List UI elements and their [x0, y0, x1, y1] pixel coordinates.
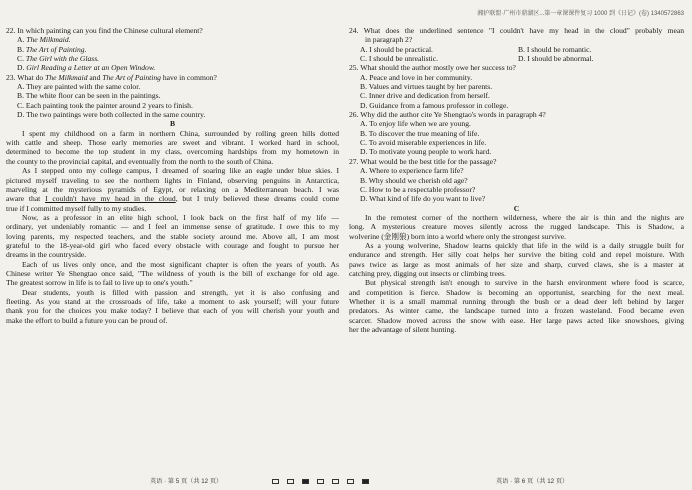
q22-stem: 22. In which painting can you find the Chinese cultural element?: [6, 26, 203, 35]
passage-line: As I stepped onto my college campus, I dreamed of soaring like an eagle under blue skies. I: [22, 166, 339, 176]
footer-page-5: 英语 · 第 5 页（共 12 页）: [150, 478, 223, 485]
page-indicator-box: [302, 479, 309, 484]
passage-line: pictured myself traveling to see the northern lights in Finland, observing penguins in Antarctica,: [6, 175, 339, 185]
passage-line: As a young wolverine, Shadow learns quickly that life in the wild is a daily struggle built for: [365, 240, 684, 250]
passage-line: Now, as a professor in an elite high school, I look back on the first half of my life —: [22, 212, 339, 222]
q27-option-c: C. How to be a respectable professor?: [360, 184, 476, 194]
q26-option-c: C. To avoid miserable experiences in life.: [360, 138, 487, 148]
page-indicator-box: [332, 479, 339, 484]
page-indicator-box: [317, 479, 324, 484]
passage-line: In the remotest corner of the northern wilderness, where the air is thin and the nights are: [365, 212, 684, 222]
q23-option-a: A. They are painted with the same color.: [17, 82, 141, 92]
passage-line: Each of us lives only once, and the most significant chapter is often the years of youth. As: [22, 259, 339, 269]
underlined-sentence: I couldn't have my head in the cloud: [45, 194, 176, 204]
passage-line: with cattle and sheep. Those early memories are sweet and vibrant. I worked hard in school,: [6, 138, 339, 148]
q23-option-b: B. The white floor can be seen in the paintings.: [17, 91, 161, 101]
passage-line: the county to the provincial capital, and eventually from the north to the south of China.: [6, 156, 274, 166]
passage-line: wolverine (金刚狼) born into a world where only the strongest survive.: [349, 231, 567, 241]
q22-option-b: B. The Art of Painting.: [17, 44, 87, 54]
q24-options-row2: [349, 54, 684, 63]
passage-line: loving parents, my respected teachers, and the stable society around me. Above all, I am most: [6, 231, 339, 241]
passage-line: thank you for the choices you make today? I believe that each of you will cherish your youth and: [6, 306, 339, 316]
passage-c: [349, 213, 684, 334]
q27-option-d: D. What kind of life do you want to live?: [360, 194, 486, 204]
q27-stem: 27. What would be the best title for the passage?: [349, 156, 497, 166]
passage-line: The greatest sorrow in life is to fail to live up to one's youth.": [6, 278, 193, 288]
page-indicator-box: [347, 479, 354, 484]
passage-line: Dear students, youth is filled with passion and strength, yet it is also confusing and: [22, 287, 339, 297]
q25-option-b: B. Values and virtues taught by her parents.: [360, 82, 493, 92]
q25-option-a: A. Peace and love in her community.: [360, 72, 473, 82]
section-b-heading: B: [169, 119, 176, 129]
q23-option-d: D. The two paintings were both collected in the same country.: [17, 110, 206, 120]
passage-line: fleeting. As you stand at the crossroads of life, take a moment to ask yourself; will your future: [6, 296, 339, 306]
page-indicator-box: [272, 479, 279, 484]
q24-stem-line1: 24. What does the underlined sentence "I couldn't have my head in the cloud" probably mean: [349, 26, 684, 35]
q24-option-c: C. I should be unrealistic.: [360, 54, 439, 64]
q25-stem: 25. What should the author mostly owe her success to?: [349, 63, 516, 73]
q25-option-c: C. Inner drive and dedication from herself.: [360, 91, 490, 101]
page-indicator-box: [287, 479, 294, 484]
passage-line: long. A mysterious creature moves silently across the rugged landscape. This is Shadow, a: [349, 222, 684, 232]
passage-line: grateful to the 18-year-old girl who faced every obstacle with courage and fought to pursue her: [6, 240, 339, 250]
passage-line: But physical strength isn't enough to survive in the harsh environment where food is scarce,: [365, 278, 684, 288]
passage-b: [6, 129, 339, 325]
q26-option-b: B. To discover the true meaning of life.: [360, 128, 480, 138]
left-column: [6, 26, 339, 325]
q26-option-d: D. To motivate young people to work hard.: [360, 147, 492, 157]
q24-options-row1: [349, 45, 684, 54]
section-c-heading: C: [513, 203, 520, 213]
q23-stem: 23. What do The Milkmaid and The Art of Painting have in common?: [6, 72, 217, 82]
q22-option-a: A. The Milkmaid.: [17, 35, 71, 45]
passage-line: Chinese writer Ye Shengtao once said, "The wildness of youth is the bill of exchange for old age.: [6, 268, 339, 278]
q24-option-b: B. I should be romantic.: [518, 44, 592, 54]
q24-option-a: A. I should be practical.: [360, 44, 433, 54]
page-indicator-box: [362, 479, 369, 484]
q22-option-d: D. Girl Reading a Letter at an Open Window.: [17, 63, 156, 73]
right-column: [349, 26, 684, 334]
q22-option-c: C. The Girl with the Glass.: [17, 54, 100, 64]
q25-option-d: D. Guidance from a famous professor in college.: [360, 100, 509, 110]
passage-line: endurance and strength. Her silly coat helps her survive the biting cold and repel moisture. With: [349, 250, 684, 260]
passage-line: true if I committed myself fully to my studies.: [6, 203, 147, 213]
page-indicators: [272, 479, 369, 484]
passage-line: her the advantage of silent hunting.: [349, 325, 457, 334]
passage-line: I spent my childhood on a farm in northern China, surrounded by rolling green hills dotted: [22, 128, 339, 138]
passage-line: predators. As winter came, the landscape turned into a frozen wasteland. Food became even: [349, 306, 684, 316]
q23-option-c: C. Each painting took the painter around 2 years to finish.: [17, 100, 193, 110]
passage-line: catching prey, digging out insects or climbing trees.: [349, 268, 507, 278]
passage-line: dreams in the countryside.: [6, 250, 87, 260]
q26-stem: 26. Why did the author cite Ye Shengtao's words in paragraph 4?: [349, 110, 546, 120]
passage-line: make the effort to build a future you can be proud of.: [6, 315, 168, 325]
q27-option-a: A. Where to experience farm life?: [360, 166, 464, 176]
passage-line: aware that I couldn't have my head in the cloud, but I truly believed these dreams could come: [6, 194, 339, 204]
passage-line: determined to become the top student in my class, overcoming hardships from my hometown in: [6, 147, 339, 157]
q27-option-b: B. Why should we cherish old age?: [360, 175, 468, 185]
passage-line: paws twice as large as most animals of her size and sharp, curved claws, she is a master at: [349, 259, 684, 269]
passage-line: scarcer. Shadow moved across the snow with ease. Her large paws acted like snowshoes, giving: [349, 315, 684, 325]
page-header: 湘护联盟·广州市鼎湖区...第一章课课件复习 1000 到《日记》(卷) 1340572863: [477, 11, 684, 17]
passage-line: marveling at the mysterious pyramids of Egypt, or relaxing on a Mediterranean beach. I was: [6, 184, 339, 194]
passage-line: Whether it is a small mammal running through the bush or a dead deer left behind by larger: [349, 296, 684, 306]
q26-option-a: A. To enjoy life when we are young.: [360, 119, 471, 129]
q24-option-d: D. I should be abnormal.: [518, 54, 594, 64]
passage-line: ordinary, yet undeniably romantic — and I feel an immense sense of gratitude. I owe this to my: [6, 222, 339, 232]
passage-line: and competition is fierce. Shadow is becoming an opportunist, searching for the next meal.: [349, 287, 684, 297]
footer-page-6: 英语 · 第 6 页（共 12 页）: [496, 478, 569, 485]
q24-stem-line2: in paragraph 2?: [365, 35, 413, 45]
